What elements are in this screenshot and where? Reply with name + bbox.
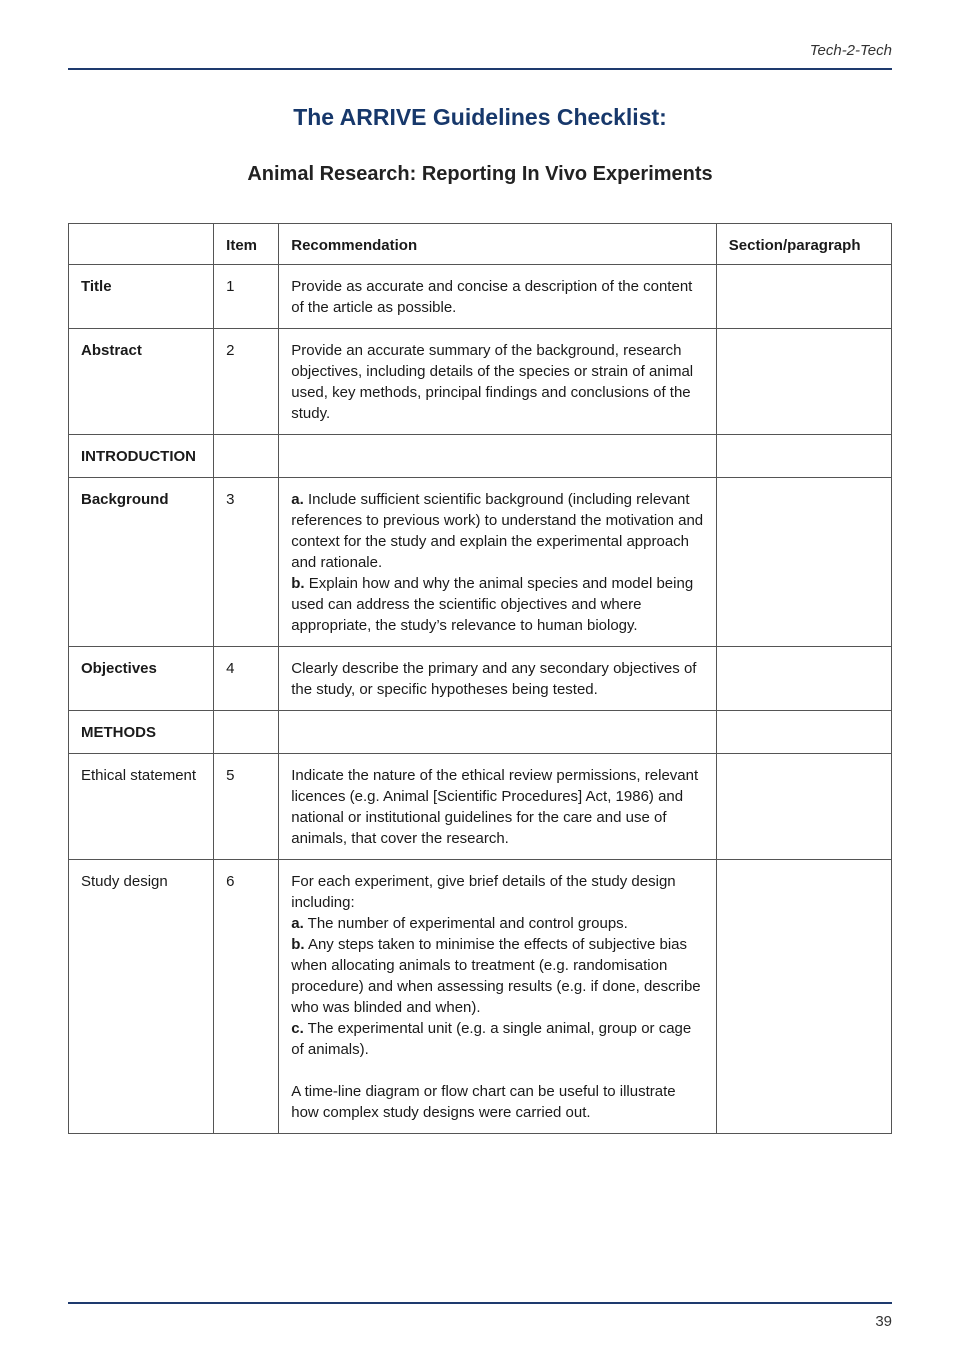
column-header-section [69, 224, 214, 265]
row-section-paragraph-cell[interactable] [716, 265, 891, 329]
paragraph-gap [291, 1060, 704, 1081]
recommendation-part [291, 913, 704, 934]
row-section-paragraph-cell[interactable] [716, 329, 891, 435]
row-section-label: Title [69, 265, 214, 329]
recommendation-part [291, 573, 704, 636]
row-section-label: Background [69, 478, 214, 647]
sub-item-letter: a. [291, 491, 304, 508]
row-item-number: 3 [214, 478, 279, 647]
recommendation-part [291, 871, 704, 913]
column-header-recommendation: Recommendation [279, 224, 717, 265]
sub-item-letter: b. [291, 575, 305, 592]
sub-item-letter: c. [291, 1020, 304, 1037]
sub-item-letter: a. [291, 915, 304, 932]
sub-item-text: A time-line diagram or flow chart can be useful to illustrate how complex study designs were carried out. [291, 1083, 676, 1121]
checklist-body [69, 265, 892, 1134]
page-number: 39 [875, 1313, 892, 1330]
page-title: The ARRIVE Guidelines Checklist: [293, 104, 667, 130]
page-subtitle: Animal Research: Reporting In Vivo Experiments [247, 163, 713, 185]
row-item-number: 6 [214, 860, 279, 1134]
header-rule [68, 68, 892, 70]
row-item-number: 2 [214, 329, 279, 435]
row-section-paragraph-cell[interactable] [716, 860, 891, 1134]
row-section-paragraph-cell[interactable] [716, 478, 891, 647]
table-header-row [69, 224, 892, 265]
row-recommendation [279, 478, 717, 647]
sub-item-text: The experimental unit (e.g. a single animal, group or cage of animals). [291, 1020, 692, 1058]
row-recommendation: Indicate the nature of the ethical review permissions, relevant licences (e.g. Animal [Scientific Procedures] Act, 1986) and national or institutional guidelines for the care and use of animals, that cover the research. [279, 754, 717, 860]
row-item-number [214, 711, 279, 754]
row-section-label: Ethical statement [69, 754, 214, 860]
recommendation-part [291, 934, 704, 1018]
row-item-number: 5 [214, 754, 279, 860]
row-recommendation: Provide as accurate and concise a description of the content of the article as possible. [279, 265, 717, 329]
row-section-paragraph-cell[interactable] [716, 711, 891, 754]
row-recommendation: Provide an accurate summary of the background, research objectives, including details of the species or strain of animal used, key methods, principal findings and conclusions of the study. [279, 329, 717, 435]
column-header-item: Item [214, 224, 279, 265]
sub-item-text: Explain how and why the animal species and model being used can address the scientific objectives and where appropriate, the study’s relevance to human biology. [291, 575, 694, 634]
recommendation-part [291, 1018, 704, 1060]
row-section-paragraph-cell[interactable] [716, 435, 891, 478]
row-section-paragraph-cell[interactable] [716, 754, 891, 860]
row-section-label: Objectives [69, 647, 214, 711]
sub-item-letter: b. [291, 936, 305, 953]
table-row [69, 754, 892, 860]
row-section-paragraph-cell[interactable] [716, 647, 891, 711]
checklist-table [68, 223, 892, 1134]
recommendation-part [291, 489, 704, 573]
row-item-number: 1 [214, 265, 279, 329]
running-head: Tech-2-Tech [809, 42, 892, 59]
footer-rule [68, 1302, 892, 1304]
row-section-label: INTRODUCTION [69, 435, 214, 478]
table-row [69, 647, 892, 711]
table-row [69, 265, 892, 329]
table-row [69, 478, 892, 647]
table-row [69, 711, 892, 754]
sub-item-text: Any steps taken to minimise the effects of subjective bias when allocating animals to treatment (e.g. randomisation procedure) and when assessing results (e.g. if done, describe who was blinded and when). [291, 936, 701, 1016]
row-section-label: Abstract [69, 329, 214, 435]
row-recommendation [279, 711, 717, 754]
row-recommendation [279, 860, 717, 1134]
row-section-label: Study design [69, 860, 214, 1134]
row-section-label: METHODS [69, 711, 214, 754]
recommendation-part [291, 1081, 704, 1123]
column-header-section-paragraph: Section/paragraph [716, 224, 891, 265]
table-row [69, 860, 892, 1134]
sub-item-text: Include sufficient scientific background (including relevant references to previous work) to understand the motivation and context for the study and explain the experimental approach and rationale. [291, 491, 704, 571]
sub-item-text: For each experiment, give brief details of the study design including: [291, 873, 676, 911]
row-item-number [214, 435, 279, 478]
row-recommendation [279, 435, 717, 478]
row-recommendation: Clearly describe the primary and any secondary objectives of the study, or specific hypotheses being tested. [279, 647, 717, 711]
table-row [69, 435, 892, 478]
sub-item-text: The number of experimental and control groups. [307, 915, 628, 932]
table-row [69, 329, 892, 435]
row-item-number: 4 [214, 647, 279, 711]
